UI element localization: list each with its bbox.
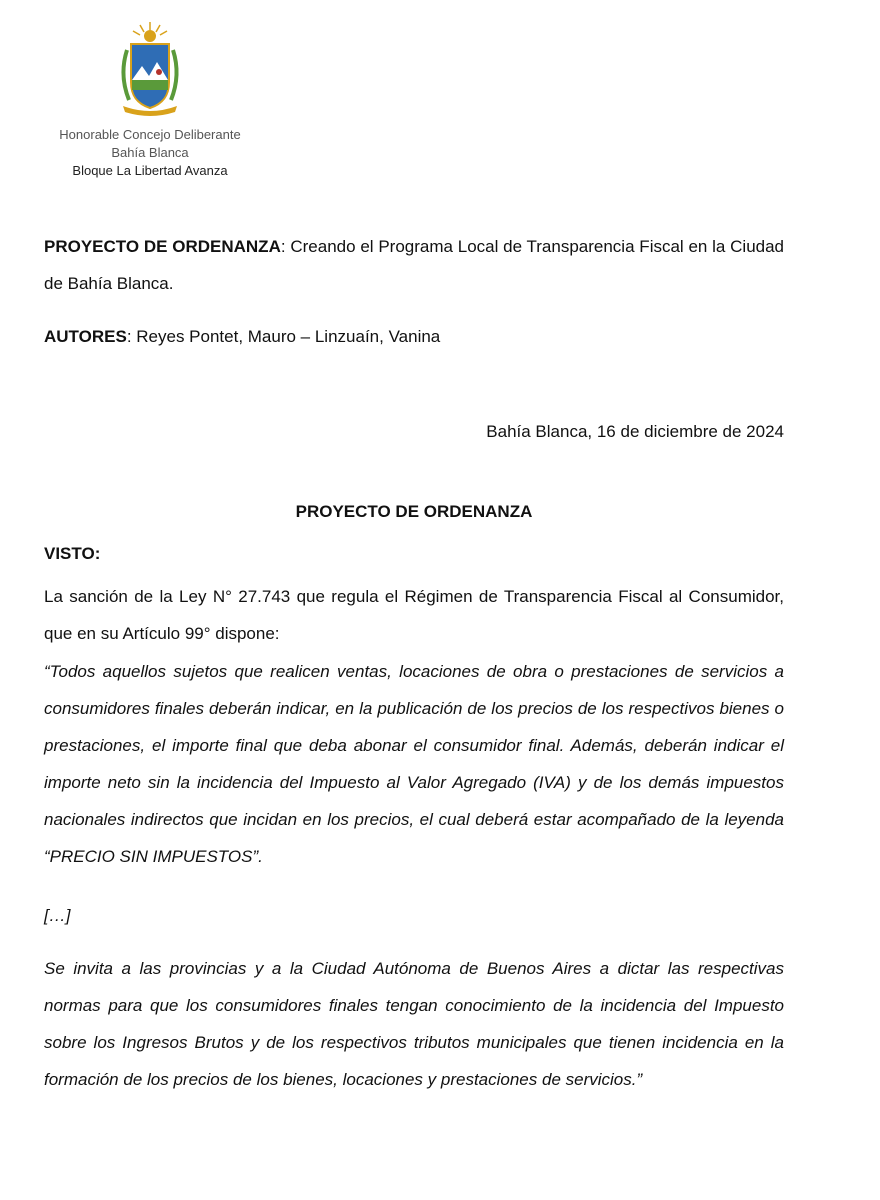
coat-of-arms-icon — [115, 20, 185, 120]
visto-label: VISTO: — [44, 544, 101, 563]
institution-name: Honorable Concejo Deliberante — [59, 127, 241, 142]
invitation-paragraph: Se invita a las provincias y a la Ciudad Autónoma de Buenos Aires a dictar las respectivas normas para que los consumidores finales tengan conocimiento de la incidencia del Impuesto sobre los Ingresos Brutos y de los respectivos tributos municipales que tienen incidencia en la formación de los precios de los bienes, locaciones y prestaciones de servicios.” — [44, 959, 784, 1089]
document-title: PROYECTO DE ORDENANZA — [295, 502, 533, 521]
project-description: Creando el Programa Local de Transparencia Fiscal en la Ciudad de Bahía Blanca. — [44, 237, 785, 293]
project-separator: : — [280, 237, 291, 256]
letterhead — [40, 20, 260, 180]
authors-label: AUTORES — [44, 327, 127, 346]
project-label: PROYECTO DE ORDENANZA — [44, 237, 281, 256]
quote-ellipsis: […] — [44, 906, 71, 925]
authors-names: Reyes Pontet, Mauro – Linzuaín, Vanina — [136, 327, 441, 346]
date-line: Bahía Blanca, 16 de diciembre de 2024 — [486, 422, 784, 441]
institution-city: Bahía Blanca — [111, 145, 189, 160]
political-bloc: Bloque La Libertad Avanza — [72, 163, 228, 178]
authors-separator: : — [126, 327, 137, 346]
project-heading — [44, 228, 784, 302]
visto-paragraph: La sanción de la Ley N° 27.743 que regula el Régimen de Transparencia Fiscal al Consumidor, que en su Artículo 99° dispone: — [44, 587, 784, 643]
law-quote: “Todos aquellos sujetos que realicen ventas, locaciones de obra o prestaciones de servicios a consumidores finales deberán indicar, en la publicación de los precios de los respectivos bienes o prestaciones, el importe final que deba abonar el consumidor final. Además, deberán indicar el importe neto sin la incidencia del Impuesto al Valor Agregado (IVA) y de los demás impuestos nacionales indirectos que incidan en los precios, el cual deberá estar acompañado de la leyenda “PRECIO SIN IMPUESTOS”. — [44, 662, 784, 866]
authors-line — [44, 318, 784, 355]
